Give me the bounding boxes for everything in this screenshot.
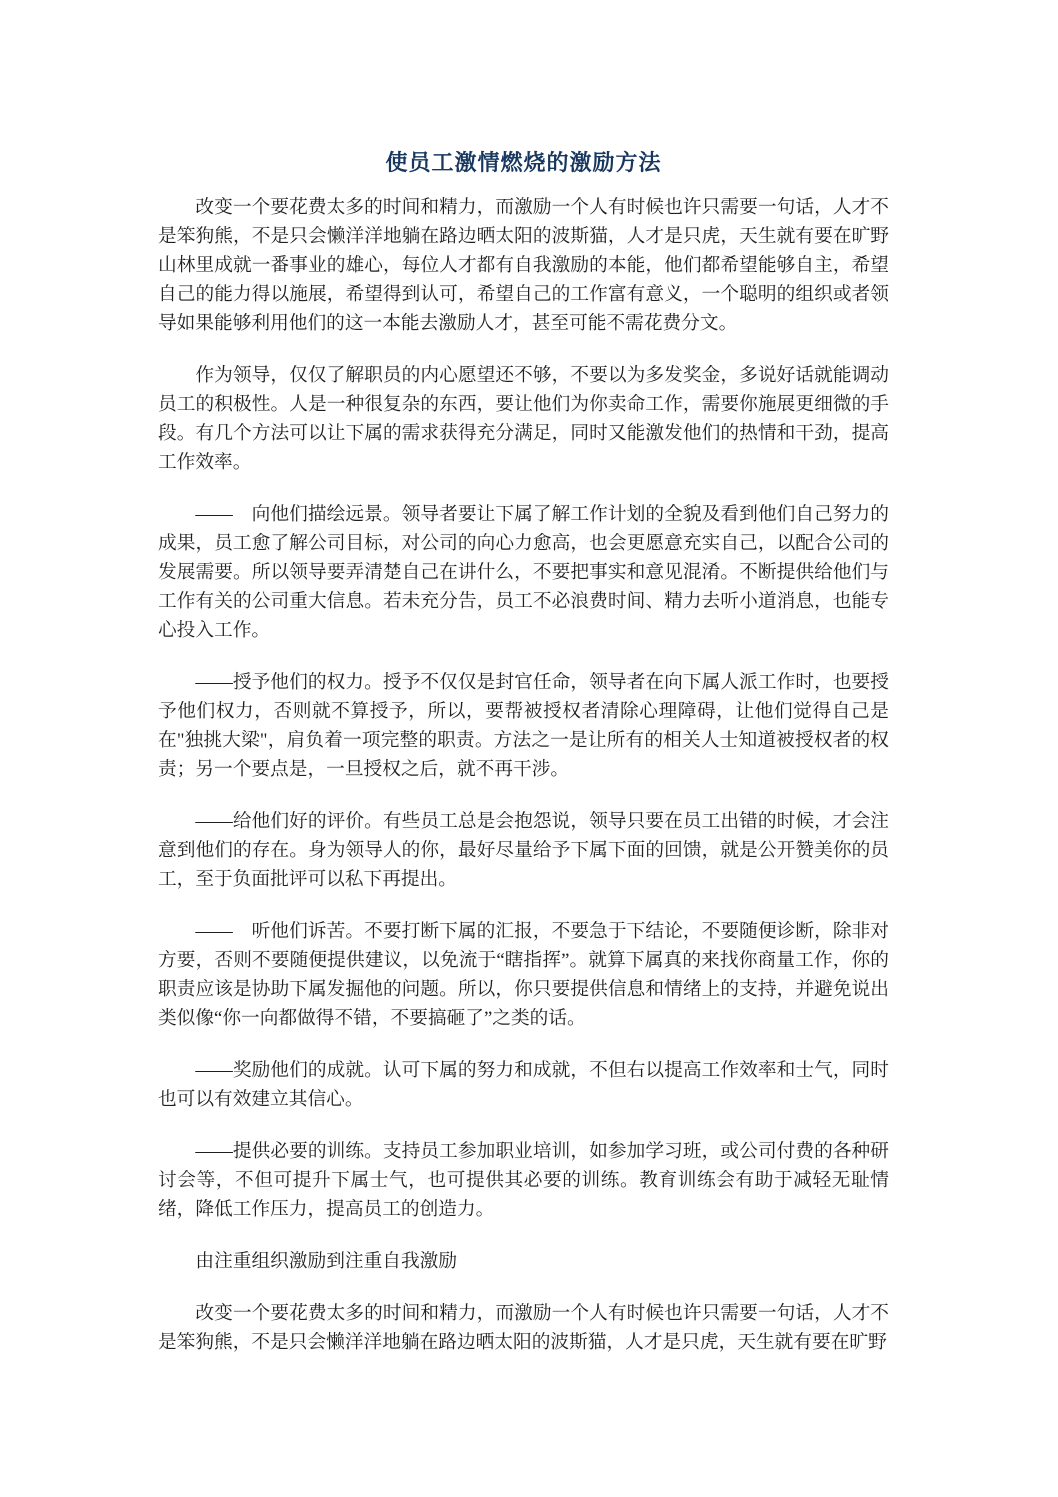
paragraph-repeat-intro: 改变一个要花费太多的时间和精力，而激励一个人有时候也许只需要一句话，人才不是笨狗熊，不是只会懒洋洋地躺在路边晒太阳的波斯猫，人才是只虎，天生就有要在旷野 xyxy=(158,1303,889,1353)
paragraph-good-feedback: ——给他们好的评价。有些员工总是会抱怨说，领导只要在员工出错的时候，才会注意到他们的存在。身为领导人的你，最好尽量给予下属下面的回馈，就是公开赞美你的员工，至于负面批评可以私下再提出。 xyxy=(158,811,889,890)
paragraph-leader-role: 作为领导，仅仅了解职员的内心愿望还不够，不要以为多发奖金，多说好话就能调动员工的积极性。人是一种很复杂的东西，要让他们为你卖命工作，需要你施展更细微的手段。有几个方法可以让下属的需求获得充分满足，同时又能激发他们的热情和干劲，提高工作效率。 xyxy=(158,365,889,473)
document-title: 使员工激情燃烧的激励方法 xyxy=(385,150,662,175)
paragraph-listen-complaints: —— 听他们诉苦。不要打断下属的汇报，不要急于下结论，不要随便诊断，除非对方要，否则不要随便提供建议，以免流于“瞎指挥”。就算下属真的来找你商量工作，你的职责应该是协助下属发掘他的问题。所以，你只要提供信息和情绪上的支持，并避免说出类似像“你一向都做得不错，不要搞砸了”之类的话。 xyxy=(158,921,889,1029)
paragraph-grant-power: ——授予他们的权力。授予不仅仅是封官任命，领导者在向下属人派工作时，也要授予他们权力，否则就不算授予，所以，要帮被授权者清除心理障碍，让他们觉得自己是在"独挑大梁"，肩负着一项完整的职责。方法之一是让所有的相关人士知道被授权者的权责；另一个要点是，一旦授权之后，就不再干涉。 xyxy=(158,672,889,780)
section-subheading: 由注重组织激励到注重自我激励 xyxy=(195,1251,458,1272)
paragraph-reward-achievement: ——奖励他们的成就。认可下属的努力和成就，不但右以提高工作效率和士气，同时也可以有效建立其信心。 xyxy=(158,1060,889,1110)
paragraph-intro: 改变一个要花费太多的时间和精力，而激励一个人有时候也许只需要一句话，人才不是笨狗熊，不是只会懒洋洋地躺在路边晒太阳的波斯猫，人才是只虎，天生就有要在旷野山林里成就一番事业的雄心，每位人才都有自我激励的本能，他们都希望能够自主，希望自己的能力得以施展，希望得到认可，希望自己的工作富有意义，一个聪明的组织或者领导如果能够利用他们的这一本能去激励人才，甚至可能不需花费分文。 xyxy=(158,197,889,334)
paragraph-provide-training: ——提供必要的训练。支持员工参加职业培训，如参加学习班，或公司付费的各种研讨会等，不但可提升下属士气，也可提供其必要的训练。教育训练会有助于减轻无耻情绪，降低工作压力，提高员工的创造力。 xyxy=(158,1141,889,1220)
paragraph-describe-vision: —— 向他们描绘远景。领导者要让下属了解工作计划的全貌及看到他们自己努力的成果，员工愈了解公司目标，对公司的向心力愈高，也会更愿意充实自己，以配合公司的发展需要。所以领导要弄清楚自己在讲什么，不要把事实和意见混淆。不断提供给他们与工作有关的公司重大信息。若未充分告，员工不必浪费时间、精力去听小道消息，也能专心投入工作。 xyxy=(158,504,889,641)
